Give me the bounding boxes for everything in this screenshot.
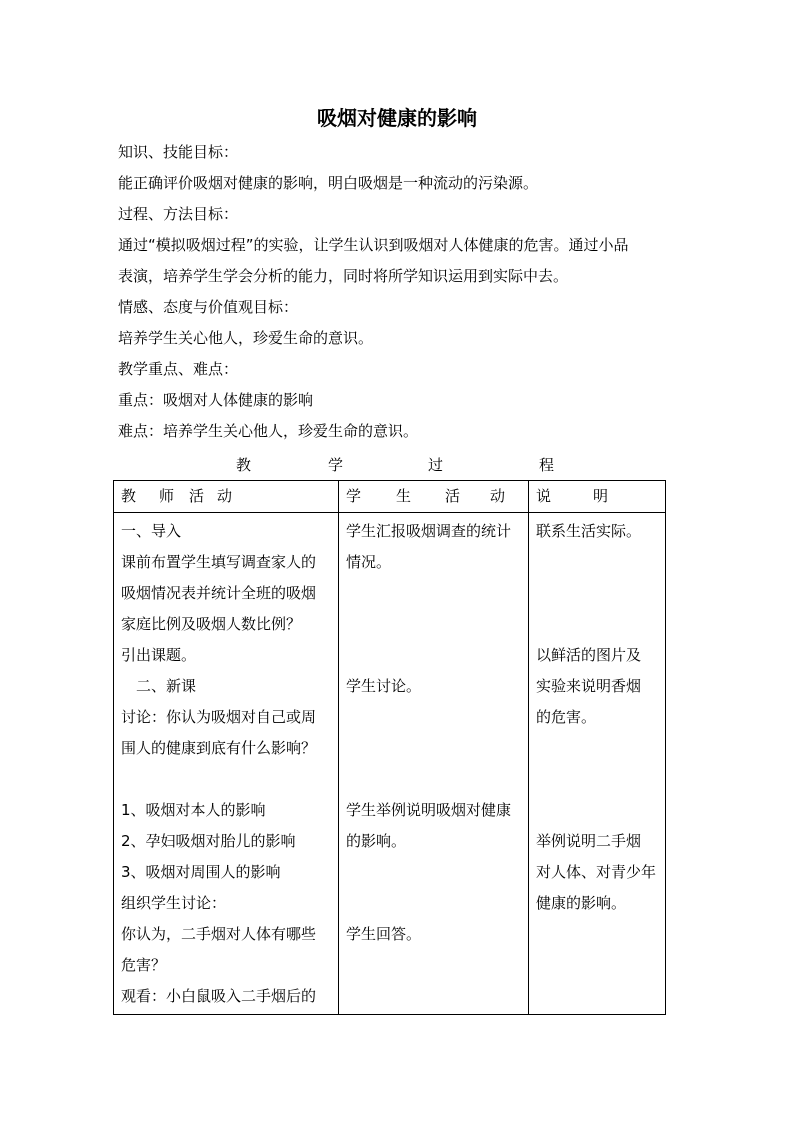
teacher-activity-cell xyxy=(114,513,339,1015)
key-points-heading: 教学重点、难点： xyxy=(118,360,239,378)
teacher-line: 危害？ xyxy=(121,956,167,974)
header-char: 活 xyxy=(189,487,205,505)
note-line: 联系生活实际。 xyxy=(536,522,642,540)
teacher-line: 3、吸烟对周围人的影响 xyxy=(121,863,281,881)
spacer xyxy=(346,733,522,764)
note-line: 健康的影响。 xyxy=(536,894,627,912)
teacher-line: 你认为，二手烟对人体有哪些 xyxy=(121,925,317,943)
teacher-line: 观看：小白鼠吸入二手烟后的 xyxy=(121,987,317,1005)
teacher-line: 讨论：你认为吸烟对自己或周 xyxy=(121,708,317,726)
teacher-line: 围人的健康到底有什么影响？ xyxy=(121,739,317,757)
objective-process-text-line1: 通过“模拟吸烟过程”的实验，让学生认识到吸烟对人体健康的危害。通过小品 xyxy=(118,236,629,254)
objective-emotion-heading: 情感、态度与价值观目标： xyxy=(118,298,299,316)
process-heading-char: 过 xyxy=(428,456,444,474)
spacer xyxy=(346,578,522,609)
header-char: 说 xyxy=(536,487,552,505)
header-char: 师 xyxy=(159,487,175,505)
teacher-line: 引出课题。 xyxy=(121,646,197,664)
note-line: 以鲜活的图片及 xyxy=(536,646,642,664)
student-activity-cell xyxy=(339,513,529,1015)
note-cell xyxy=(529,513,666,1015)
note-line: 的危害。 xyxy=(536,708,597,726)
student-line: 的影响。 xyxy=(346,832,407,850)
student-line: 学生回答。 xyxy=(346,925,422,943)
table-header-row xyxy=(114,481,666,513)
objective-process-heading: 过程、方法目标： xyxy=(118,205,239,223)
spacer xyxy=(346,888,522,919)
spacer xyxy=(346,764,522,795)
student-line: 学生汇报吸烟调查的统计 xyxy=(346,522,512,540)
header-teacher-activity xyxy=(114,481,339,513)
teacher-line: 吸烟情况表并统计全班的吸烟 xyxy=(121,584,317,602)
header-char: 学 xyxy=(346,487,362,505)
header-note xyxy=(529,481,666,513)
objective-process-text-line2: 表演，培养学生学会分析的能力，同时将所学知识运用到实际中去。 xyxy=(118,267,569,285)
key-point-text: 重点：吸烟对人体健康的影响 xyxy=(118,391,314,409)
student-line: 情况。 xyxy=(346,553,392,571)
objective-knowledge-heading: 知识、技能目标： xyxy=(118,143,239,161)
note-line: 举例说明二手烟 xyxy=(536,832,642,850)
teacher-line: 2、孕妇吸烟对胎儿的影响 xyxy=(121,832,296,850)
header-student-activity xyxy=(339,481,529,513)
header-char: 活 xyxy=(445,487,461,505)
objective-emotion-text: 培养学生关心他人，珍爱生命的意识。 xyxy=(118,329,374,347)
student-line: 学生讨论。 xyxy=(346,677,422,695)
teacher-line: 家庭比例及吸烟人数比例？ xyxy=(121,615,302,633)
header-char: 生 xyxy=(396,487,412,505)
spacer xyxy=(346,702,522,733)
table-row xyxy=(114,513,666,1015)
difficult-point-text: 难点：培养学生关心他人，珍爱生命的意识。 xyxy=(118,422,419,440)
process-heading-char: 学 xyxy=(328,456,344,474)
teacher-line: 组织学生讨论： xyxy=(121,894,227,912)
teacher-line: 1、吸烟对本人的影响 xyxy=(121,801,266,819)
spacer xyxy=(346,609,522,640)
spacer xyxy=(536,578,659,609)
spacer xyxy=(346,857,522,888)
spacer xyxy=(121,764,332,795)
page-title: 吸烟对健康的影响 xyxy=(317,106,477,130)
note-line: 对人体、对青少年 xyxy=(536,863,657,881)
teaching-process-table xyxy=(113,480,666,1015)
header-char: 动 xyxy=(217,487,233,505)
student-line: 学生举例说明吸烟对健康 xyxy=(346,801,512,819)
spacer xyxy=(346,640,522,671)
teacher-line: 一、导入 xyxy=(121,522,182,540)
spacer xyxy=(536,733,659,764)
header-char: 教 xyxy=(121,487,137,505)
header-char: 明 xyxy=(593,487,609,505)
teacher-line: 二、新课 xyxy=(136,677,197,695)
teacher-line: 课前布置学生填写调查家人的 xyxy=(121,553,317,571)
note-line: 实验来说明香烟 xyxy=(536,677,642,695)
process-heading-char: 程 xyxy=(539,456,555,474)
spacer xyxy=(536,795,659,826)
spacer xyxy=(536,609,659,640)
process-heading-char: 教 xyxy=(236,456,252,474)
header-char: 动 xyxy=(490,487,506,505)
spacer xyxy=(536,547,659,578)
spacer xyxy=(536,764,659,795)
objective-knowledge-text: 能正确评价吸烟对健康的影响，明白吸烟是一种流动的污染源。 xyxy=(118,174,539,192)
process-heading xyxy=(118,452,666,478)
